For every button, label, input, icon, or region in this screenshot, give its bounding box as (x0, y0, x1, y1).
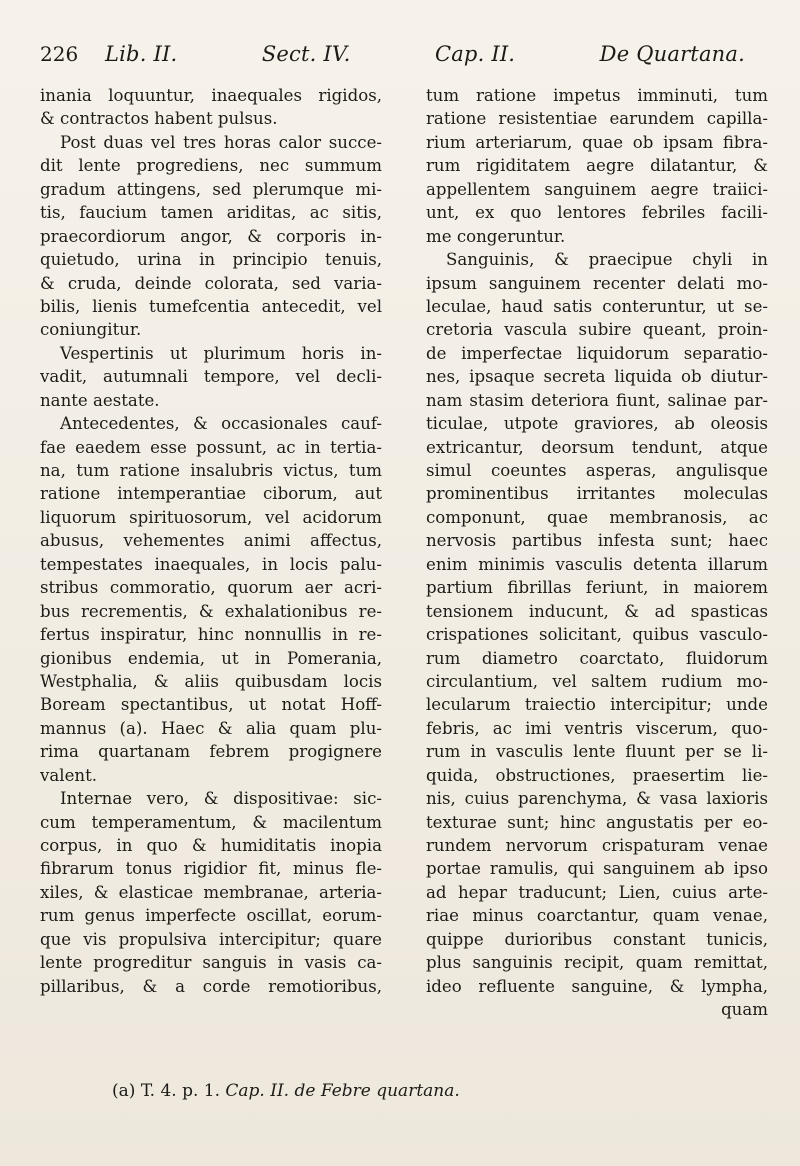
text-line: texturae sunt; hinc angustatis per eo- (426, 812, 768, 832)
text-line: de imperfectae liquidorum separatio- (426, 343, 768, 363)
text-line: xiles, & elasticae membranae, arteria- (40, 882, 382, 902)
text-line: riae minus coarctantur, quam venae, (426, 906, 768, 926)
text-line: Post duas vel tres horas calor succe- (60, 132, 382, 152)
text-line: fae eaedem esse possunt, ac in tertia- (40, 437, 382, 457)
header-book: Lib. II. (105, 42, 178, 66)
text-line: cretoria vascula subire queant, proin- (426, 320, 768, 340)
text-line: ipsum sanguinem recenter delati mo- (426, 273, 768, 293)
header-subject: De Quartana. (599, 42, 745, 66)
text-line: rum rigiditatem aegre dilatantur, & (426, 156, 768, 176)
text-line: simul coeuntes asperas, angulisque (426, 461, 768, 480)
text-line: unt, ex quo lentores febriles facili- (426, 203, 768, 223)
footnote-title: de Febre quartana. (294, 1081, 460, 1101)
text-line: nam stasim deteriora fiunt, salinae par- (426, 390, 768, 410)
text-line: & contractos habent pulsus. (40, 109, 278, 129)
text-line: quam (721, 1000, 768, 1020)
running-title (105, 42, 745, 66)
header-chapter: Cap. II. (434, 42, 516, 66)
text-line: valent. (40, 765, 98, 785)
text-line: rium arteriarum, quae ob ipsam fibra- (426, 132, 768, 152)
text-line: dit lente progrediens, nec summum (40, 156, 382, 176)
footnote-chapter: Cap. II. (225, 1081, 290, 1101)
text-line: fibrarum tonus rigidior fit, minus fle- (40, 859, 382, 879)
text-line: pillaribus, & a corde remotioribus, (40, 976, 382, 996)
text-line: crispationes solicitant, quibus vasculo- (426, 625, 768, 645)
left-text-column (40, 84, 382, 998)
text-line: extricantur, deorsum tendunt, atque (426, 437, 768, 457)
text-line: nervosis partibus infesta sunt; haec (426, 531, 768, 551)
text-line: gionibus endemia, ut in Pomerania, (40, 648, 382, 668)
text-line: stribus commoratio, quorum aer acri- (40, 578, 382, 598)
text-line: abusus, vehementes animi affectus, (40, 531, 382, 551)
text-line: rum diametro coarctato, fluidorum (426, 648, 768, 668)
text-line: tensionem inducunt, & ad spasticas (426, 601, 768, 621)
text-line: liquorum spirituosorum, vel acidorum (40, 507, 382, 527)
text-line: & cruda, deinde colorata, sed varia- (40, 273, 382, 293)
text-line: lente progreditur sanguis in vasis ca- (40, 953, 382, 973)
text-line: rima quartanam febrem progignere (40, 742, 382, 762)
text-line: na, tum ratione insalubris victus, tum (40, 461, 382, 480)
text-line: tum ratione impetus imminuti, tum (426, 86, 768, 105)
text-line: quippe durioribus constant tunicis, (426, 929, 768, 949)
text-line: vadit, autumnali tempore, vel decli- (40, 367, 382, 387)
text-line: coniungitur. (40, 320, 142, 340)
text-line: lecularum traiectio intercipitur; unde (426, 695, 768, 715)
text-line: ad hepar traducunt; Lien, cuius arte- (426, 882, 768, 902)
text-line: leculae, haud satis conteruntur, ut se- (426, 296, 768, 316)
text-line: nes, ipsaque secreta liquida ob diutur- (426, 367, 768, 387)
text-line: rum in vasculis lente fluunt per se li- (426, 742, 768, 762)
text-line: Boream spectantibus, ut notat Hoff- (40, 695, 382, 715)
text-line: ratione intemperantiae ciborum, aut (40, 484, 382, 504)
text-line: prominentibus irritantes moleculas (426, 484, 768, 504)
text-line: rundem nervorum crispaturam venae (426, 836, 768, 855)
text-line: inania loquuntur, inaequales rigidos, (40, 86, 382, 105)
text-line: quietudo, urina in principio tenuis, (40, 250, 382, 270)
text-line: portae ramulis, qui sanguinem ab ipso (426, 859, 768, 879)
text-line: Antecedentes, & occasionales cauf- (60, 414, 382, 434)
text-line: Internae vero, & dispositivae: sic- (60, 789, 382, 809)
text-line: me congeruntur. (426, 226, 566, 246)
text-line: componunt, quae membranosis, ac (426, 507, 768, 527)
text-line: corpus, in quo & humiditatis inopia (40, 836, 382, 855)
text-line: Sanguinis, & praecipue chyli in (446, 250, 768, 270)
text-line: Vespertinis ut plurimum horis in- (60, 343, 382, 363)
running-header (40, 42, 780, 72)
text-line: enim minimis vasculis detenta illarum (426, 554, 768, 574)
text-line: nante aestate. (40, 390, 160, 410)
text-line: bus recrementis, & exhalationibus re- (40, 601, 382, 621)
text-line: rum genus imperfecte oscillat, eorum- (40, 906, 382, 926)
text-line: que vis propulsiva intercipitur; quare (40, 929, 382, 949)
page-number: 226 (40, 42, 79, 66)
text-line: ticulae, utpote graviores, ab oleosis (426, 414, 768, 434)
text-line: ideo refluente sanguine, & lympha, (426, 976, 768, 996)
text-line: gradum attingens, sed plerumque mi- (40, 179, 382, 199)
text-line: praecordiorum angor, & corporis in- (40, 226, 382, 246)
text-line: ratione resistentiae earundem capilla- (426, 109, 768, 129)
text-line: febris, ac imi ventris viscerum, quo- (426, 718, 768, 738)
footnote-mark: (a) (112, 1081, 136, 1101)
text-line: tempestates inaequales, in locis palu- (40, 554, 382, 574)
text-line: cum temperamentum, & macilentum (40, 812, 382, 832)
text-line: nis, cuius parenchyma, & vasa laxioris (426, 789, 768, 809)
text-line: appellentem sanguinem aegre traiici- (426, 179, 768, 199)
right-text-column (426, 84, 768, 1022)
text-line: circulantium, vel saltem rudium mo- (426, 671, 768, 691)
header-section: Sect. IV. (261, 42, 351, 66)
text-line: plus sanguinis recipit, quam remittat, (426, 953, 768, 973)
text-line: mannus (a). Haec & alia quam plu- (40, 718, 382, 738)
footnote (112, 1081, 460, 1101)
text-line: bilis, lienis tumefcentia antecedit, vel (40, 296, 382, 316)
footnote-ref: T. 4. p. 1. (140, 1081, 220, 1101)
text-line: Westphalia, & aliis quibusdam locis (40, 671, 382, 691)
text-line: quida, obstructiones, praesertim lie- (426, 765, 768, 785)
text-line: fertus inspiratur, hinc nonnullis in re- (40, 625, 382, 645)
text-line: partium fibrillas feriunt, in maiorem (426, 578, 768, 598)
text-line: tis, faucium tamen ariditas, ac sitis, (40, 203, 382, 223)
